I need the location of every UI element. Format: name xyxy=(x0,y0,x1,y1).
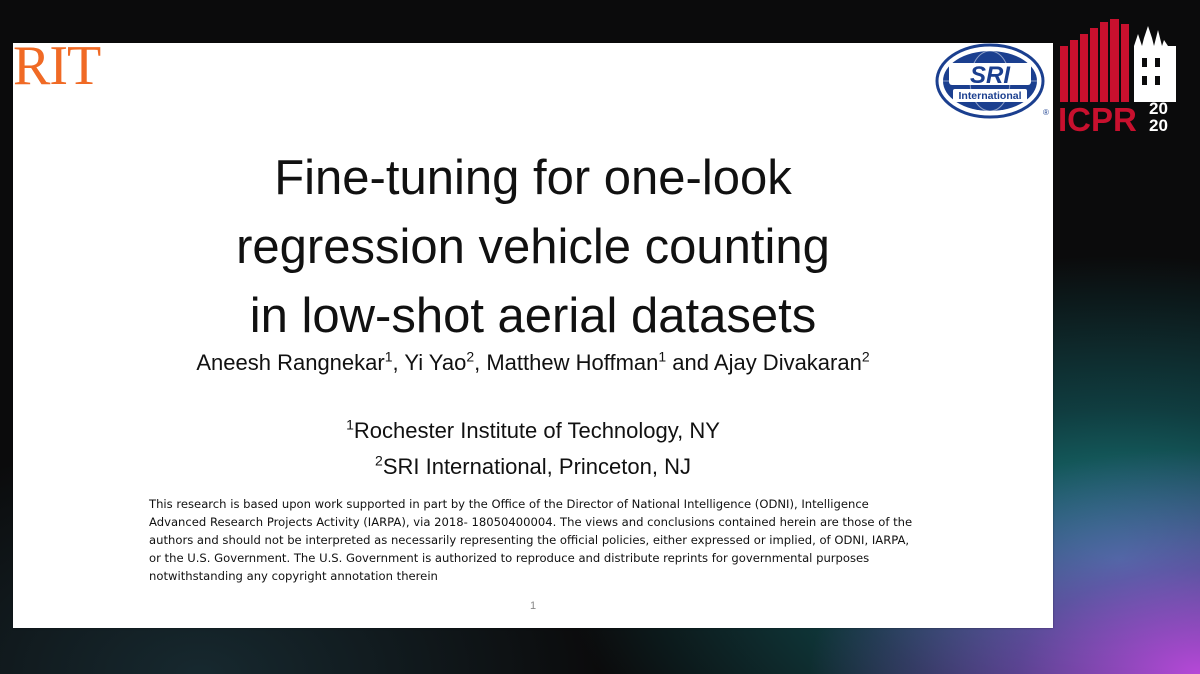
author-affiliation-mark: 2 xyxy=(861,348,870,365)
funding-disclaimer: This research is based upon work supported in part by the Office of the Director of National Intelligence (ODNI), Intelligence Advanced Research Projects Activity (IARPA), via 2018- 18050400004. The views and conclusions contained herein are those of the authors and should not be interpreted as necessarily representing the official policies, either expressed or implied, of ODNI, IARPA, or the U.S. Government. The U.S. Government is authorized to reproduce and distribute reprints for governmental purposes notwithstanding any copyright annotation therein xyxy=(149,497,913,583)
author-affiliation-mark: 1 xyxy=(384,348,393,365)
author-name: Matthew Hoffman xyxy=(486,350,659,375)
affiliation-1: $^1$Rochester Institute of Technology, NY xyxy=(346,416,720,443)
sri-logo-subtext: International xyxy=(958,90,1022,102)
title-line: regression vehicle counting xyxy=(236,220,830,274)
icpr-year-top: 20 xyxy=(1149,99,1168,118)
page-number: 1 xyxy=(529,600,537,612)
affiliation-2: $^2$SRI International, Princeton, NJ xyxy=(375,452,691,479)
author-affiliation-mark: 1 xyxy=(658,348,667,365)
sri-logo-text: SRI xyxy=(969,62,1011,89)
icpr-2020-logo xyxy=(1058,16,1180,134)
presentation-slide xyxy=(13,35,1053,628)
title-line: in low-shot aerial datasets xyxy=(249,289,817,343)
author-name: Aneesh Rangnekar xyxy=(196,350,385,375)
registered-mark-icon: ® xyxy=(1043,108,1049,117)
sri-international-logo xyxy=(935,43,1050,123)
icpr-logo-text: ICPR xyxy=(1058,101,1137,134)
title-line: Fine-tuning for one-look xyxy=(274,151,792,205)
author-name: Yi Yao xyxy=(404,350,467,375)
icpr-year-bottom: 20 xyxy=(1149,116,1168,134)
author-affiliation-mark: 2 xyxy=(466,348,475,365)
author-name: Ajay Divakaran xyxy=(713,350,862,375)
slide-title xyxy=(13,144,1053,351)
rit-logo: RIT xyxy=(13,35,101,97)
author-list: Aneesh Rangnekar$^1$, Yi Yao$^2$, Matthew Hoffman$^1$ and Ajay Divakaran$^2$ xyxy=(196,348,870,375)
